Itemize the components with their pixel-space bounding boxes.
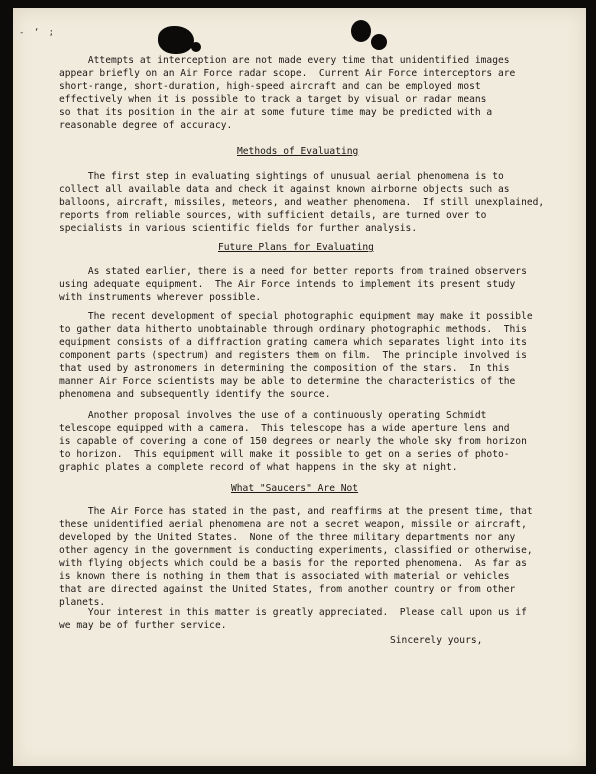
punch-hole-left-small	[191, 42, 201, 52]
text-line: As stated earlier, there is a need for better reports from trained observers	[59, 266, 527, 277]
closing-salutation: Sincerely yours,	[390, 635, 483, 646]
text-line: to gather data hitherto unobtainable through ordinary photographic methods. This	[59, 324, 527, 335]
corner-mark: - ‘ ;	[19, 28, 57, 38]
text-line: is capable of covering a cone of 150 degrees or nearly the whole sky from horizon	[59, 436, 527, 447]
text-line: developed by the United States. None of the three military departments nor any	[59, 532, 516, 543]
text-line: specialists in various scientific fields for further analysis.	[59, 223, 418, 234]
paragraph-better-reports	[59, 265, 565, 304]
text-line: component parts (spectrum) and registers them on film. The principle involved is	[59, 350, 527, 361]
text-line: equipment consists of a diffraction grating camera which separates light into its	[59, 337, 527, 348]
paragraph-appreciation	[59, 606, 565, 632]
text-line: is known there is nothing in them that is associated with material or vehicles	[59, 571, 510, 582]
text-line: graphic plates a complete record of what happens in the sky at night.	[59, 462, 458, 473]
text-line: reasonable degree of accuracy.	[59, 120, 233, 131]
text-line: The first step in evaluating sightings of unusual aerial phenomena is to	[59, 171, 504, 182]
text-line: Your interest in this matter is greatly appreciated. Please call upon us if	[59, 607, 527, 618]
punch-hole-left	[158, 26, 194, 54]
text-line: so that its position in the air at some future time may be predicted with a	[59, 107, 493, 118]
paragraph-photographic-equipment	[59, 310, 565, 401]
text-line: that are directed against the United States, from another country or from other	[59, 584, 516, 595]
text-line: with flying objects which could be a basis for the reported phenomena. As far as	[59, 558, 527, 569]
text-line: telescope equipped with a camera. This telescope has a wide aperture lens and	[59, 423, 510, 434]
text-line: Attempts at interception are not made every time that unidentified images	[59, 55, 510, 66]
text-line: to horizon. This equipment will make it possible to get on a series of photo-	[59, 449, 510, 460]
text-line: these unidentified aerial phenomena are not a secret weapon, missile or aircraft,	[59, 519, 527, 530]
text-line: using adequate equipment. The Air Force intends to implement its present study	[59, 279, 516, 290]
paragraph-interception	[59, 54, 565, 132]
text-line: reports from reliable sources, with sufficient details, are turned over to	[59, 210, 487, 221]
paragraph-schmidt-telescope	[59, 409, 565, 474]
text-line: balloons, aircraft, missiles, meteors, and weather phenomena. If still unexplained,	[59, 197, 545, 208]
document-page	[13, 8, 586, 766]
heading-future-plans: Future Plans for Evaluating	[218, 242, 374, 253]
paragraph-not-secret-weapon	[59, 505, 565, 609]
text-line: planets.	[59, 597, 106, 608]
text-line: appear briefly on an Air Force radar scope. Current Air Force interceptors are	[59, 68, 516, 79]
text-line: short-range, short-duration, high-speed aircraft and can be employed most	[59, 81, 481, 92]
text-line: The Air Force has stated in the past, and reaffirms at the present time, that	[59, 506, 533, 517]
text-line: we may be of further service.	[59, 620, 227, 631]
heading-what-saucers-are-not: What "Saucers" Are Not	[231, 483, 359, 494]
text-line: The recent development of special photographic equipment may make it possible	[59, 311, 533, 322]
punch-hole-right-small	[371, 34, 387, 50]
text-line: collect all available data and check it against known airborne objects such as	[59, 184, 510, 195]
paragraph-methods	[59, 170, 565, 235]
text-line: Another proposal involves the use of a continuously operating Schmidt	[59, 410, 487, 421]
text-line: manner Air Force scientists may be able to determine the characteristics of the	[59, 376, 516, 387]
text-line: that used by astronomers in determining the composition of the stars. In this	[59, 363, 510, 374]
text-line: with instruments wherever possible.	[59, 292, 262, 303]
heading-methods-of-evaluating: Methods of Evaluating	[237, 146, 359, 157]
text-line: phenomena and subsequently identify the source.	[59, 389, 331, 400]
text-line: effectively when it is possible to track a target by visual or radar means	[59, 94, 487, 105]
punch-hole-right	[351, 20, 371, 42]
text-line: other agency in the government is conducting experiments, classified or otherwise,	[59, 545, 533, 556]
